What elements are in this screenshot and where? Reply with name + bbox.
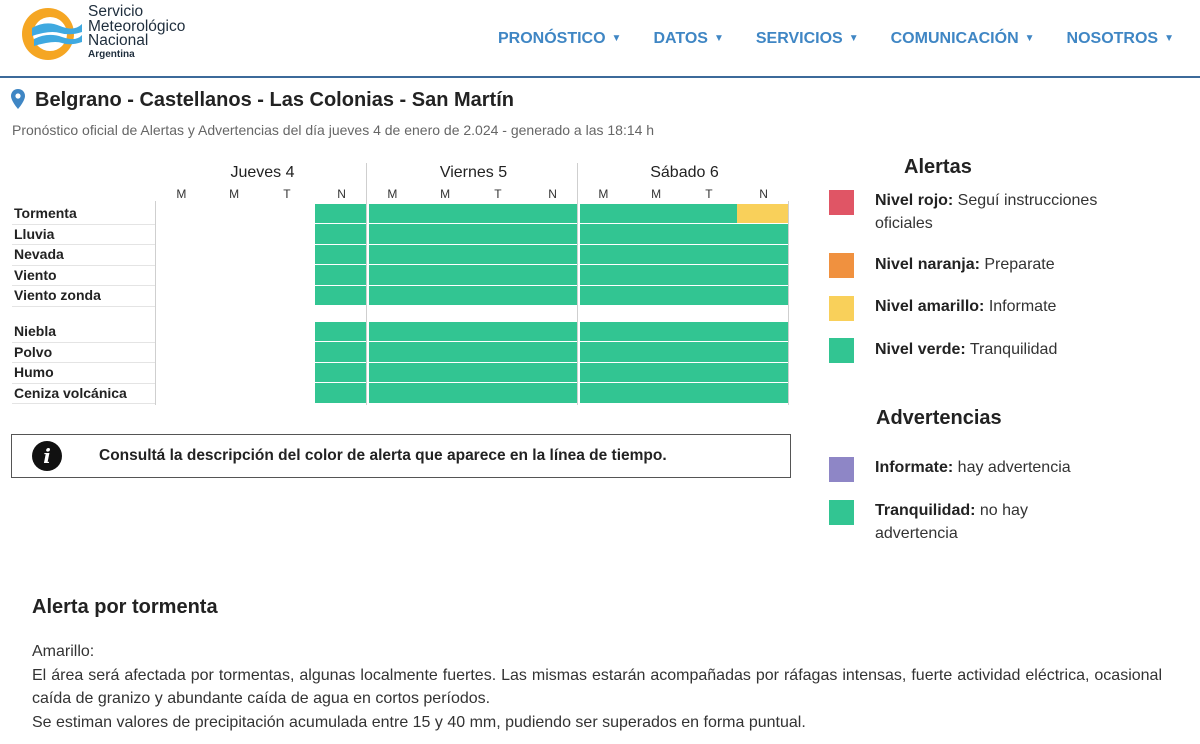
timeline-cell[interactable] <box>685 322 738 342</box>
timeline-cell[interactable] <box>737 286 787 306</box>
site-header <box>0 0 1200 78</box>
nav-servicios[interactable] <box>756 30 859 48</box>
day-separator <box>155 201 156 405</box>
timeline-cell[interactable] <box>474 342 527 362</box>
nav-pronostico[interactable] <box>498 30 621 48</box>
caret-down-icon: ▼ <box>713 33 724 44</box>
timeline-cell[interactable] <box>369 322 421 342</box>
legend-bold: Nivel rojo: <box>875 192 954 209</box>
legend-desc: Tranquilidad <box>965 341 1058 358</box>
timeline-row-label: Viento zonda <box>14 287 101 304</box>
timeline-cell[interactable] <box>474 204 527 224</box>
timeline-cell[interactable] <box>737 204 787 224</box>
row-divider <box>12 403 155 404</box>
timeline-cell[interactable] <box>580 363 632 383</box>
day-separator <box>366 163 367 405</box>
timeline-cell[interactable] <box>315 224 365 244</box>
timeline-cell[interactable] <box>632 342 685 362</box>
timeline-cell[interactable] <box>369 245 421 265</box>
alert-detail-body <box>32 640 1162 734</box>
timeline-cell[interactable] <box>369 363 421 383</box>
caret-down-icon: ▼ <box>1024 33 1035 44</box>
timeline-cell[interactable] <box>369 224 421 244</box>
row-divider <box>12 285 155 286</box>
timeline-cell[interactable] <box>580 383 632 403</box>
timeline-cell[interactable] <box>421 245 474 265</box>
caret-down-icon: ▼ <box>611 33 622 44</box>
timeline-cell[interactable] <box>421 363 474 383</box>
timeline-cell[interactable] <box>315 286 365 306</box>
brand-line: Meteorológico <box>88 17 186 35</box>
slot-label: T <box>283 187 291 201</box>
slot-label: M <box>598 187 609 201</box>
row-divider <box>12 362 155 363</box>
timeline-cell[interactable] <box>369 265 421 285</box>
timeline-cell[interactable] <box>369 286 421 306</box>
caret-down-icon: ▼ <box>848 33 859 44</box>
nav-label: PRONÓSTICO <box>497 30 606 47</box>
timeline-cell[interactable] <box>421 204 474 224</box>
legend-swatch-rojo <box>829 190 854 215</box>
legend-swatch-tranquilidad <box>829 500 854 525</box>
forecast-subtitle: Pronóstico oficial de Alertas y Advertencias del día jueves 4 de enero de 2.024 - generado a las 18:14 h <box>12 122 655 138</box>
legend-item-rojo <box>875 189 1105 235</box>
slot-label: N <box>337 187 346 201</box>
location-title: Belgrano - Castellanos - Las Colonias - San Martín <box>35 89 514 111</box>
timeline-cell[interactable] <box>315 265 365 285</box>
timeline-cell[interactable] <box>632 245 685 265</box>
timeline-cell[interactable] <box>580 322 632 342</box>
timeline-cell[interactable] <box>474 245 527 265</box>
brand-name[interactable] <box>88 5 185 61</box>
timeline-cell[interactable] <box>737 383 787 403</box>
timeline-cell[interactable] <box>421 322 474 342</box>
legend-swatch-verde <box>829 338 854 363</box>
day-label: Jueves 4 <box>230 164 295 181</box>
row-divider <box>12 383 155 384</box>
timeline-cell[interactable] <box>632 286 685 306</box>
timeline-cell[interactable] <box>421 265 474 285</box>
legend-desc: Preparate <box>979 256 1055 273</box>
timeline-cell[interactable] <box>526 265 576 285</box>
timeline-cell[interactable] <box>632 383 685 403</box>
timeline-cell[interactable] <box>474 224 527 244</box>
timeline-cell[interactable] <box>421 224 474 244</box>
nav-nosotros[interactable] <box>1067 30 1174 48</box>
nav-label: NOSOTROS <box>1066 30 1159 47</box>
timeline-cell[interactable] <box>526 322 576 342</box>
brand-country: Argentina <box>88 48 135 60</box>
legend-bold: Nivel amarillo: <box>875 298 985 315</box>
timeline-row-label: Humo <box>14 364 54 381</box>
timeline-cell[interactable] <box>526 224 576 244</box>
timeline-cell[interactable] <box>632 363 685 383</box>
timeline-cell[interactable] <box>737 322 787 342</box>
timeline-cell[interactable] <box>315 204 365 224</box>
brand-line: Nacional <box>88 32 149 49</box>
timeline-cell[interactable] <box>369 204 421 224</box>
timeline-cell[interactable] <box>474 363 527 383</box>
timeline-row-label: Nevada <box>14 246 64 263</box>
timeline-cell[interactable] <box>685 363 738 383</box>
nav-label: COMUNICACIÓN <box>890 30 1019 47</box>
legend-bold: Tranquilidad: <box>875 502 976 519</box>
timeline-cell[interactable] <box>580 204 632 224</box>
timeline-row-label: Niebla <box>14 323 57 339</box>
timeline-cell[interactable] <box>632 265 685 285</box>
slot-label: M <box>176 187 187 201</box>
timeline-cell[interactable] <box>580 286 632 306</box>
timeline-row-label: Lluvia <box>14 225 55 242</box>
alert-precipitation: Se estiman valores de precipitación acumulada entre 15 y 40 mm, pudiendo ser superados en forma puntual. <box>32 713 806 731</box>
slot-label: N <box>759 187 768 201</box>
timeline-cell[interactable] <box>474 265 527 285</box>
timeline-cell[interactable] <box>685 383 738 403</box>
slot-label: M <box>229 187 240 201</box>
timeline-row-label: Polvo <box>14 343 53 360</box>
timeline-cell[interactable] <box>737 224 787 244</box>
legend-item-amarillo <box>875 295 1105 318</box>
timeline-cell[interactable] <box>526 383 576 403</box>
slot-label: M <box>440 187 451 201</box>
legend-desc: Informate <box>984 298 1057 315</box>
timeline-cell[interactable] <box>474 286 527 306</box>
timeline-row-label: Ceniza volcánica <box>14 384 127 401</box>
legend-item-verde <box>875 338 1105 361</box>
day-label: Sábado 6 <box>650 164 719 181</box>
timeline-cell[interactable] <box>737 342 787 362</box>
legend-bold: Informate: <box>875 459 954 476</box>
timeline-cell[interactable] <box>474 322 527 342</box>
alerts-legend-title: Alertas <box>904 156 972 178</box>
alert-timeline <box>12 163 792 408</box>
nav-datos[interactable] <box>653 30 723 48</box>
slot-label: M <box>387 187 398 201</box>
timeline-cell[interactable] <box>737 245 787 265</box>
timeline-cell[interactable] <box>421 286 474 306</box>
timeline-cell[interactable] <box>685 265 738 285</box>
timeline-cell[interactable] <box>737 265 787 285</box>
timeline-cell[interactable] <box>685 245 738 265</box>
row-divider <box>12 224 155 225</box>
warnings-legend-title: Advertencias <box>876 407 1002 429</box>
timeline-cell[interactable] <box>421 342 474 362</box>
timeline-cell[interactable] <box>580 224 632 244</box>
timeline-cell[interactable] <box>315 322 365 342</box>
info-icon: i <box>32 441 62 471</box>
timeline-cell[interactable] <box>580 265 632 285</box>
timeline-cell[interactable] <box>369 342 421 362</box>
timeline-cell[interactable] <box>474 383 527 403</box>
timeline-cell[interactable] <box>315 245 365 265</box>
timeline-cell[interactable] <box>580 342 632 362</box>
timeline-cell[interactable] <box>526 363 576 383</box>
row-divider <box>12 265 155 266</box>
timeline-cell[interactable] <box>315 342 365 362</box>
timeline-cell[interactable] <box>526 342 576 362</box>
legend-swatch-naranja <box>829 253 854 278</box>
slot-label: T <box>494 187 502 201</box>
legend-item-naranja <box>875 253 1105 276</box>
timeline-row-label: Viento <box>14 266 57 283</box>
brand-line: Servicio <box>88 3 144 20</box>
timeline-cell[interactable] <box>685 204 738 224</box>
alert-level: Amarillo: <box>32 643 95 660</box>
alert-detail-title: Alerta por tormenta <box>32 596 218 618</box>
legend-item-informate <box>875 456 1105 479</box>
smn-logo-icon[interactable] <box>20 6 84 62</box>
timeline-cell[interactable] <box>580 245 632 265</box>
timeline-cell[interactable] <box>632 224 685 244</box>
day-separator <box>577 163 578 405</box>
main-nav <box>466 30 1174 48</box>
map-pin-icon <box>11 89 25 109</box>
timeline-cell[interactable] <box>632 204 685 224</box>
timeline-cell[interactable] <box>526 286 576 306</box>
info-text: Consultá la descripción del color de alerta que aparece en la línea de tiempo. <box>99 447 667 464</box>
alert-description: El área será afectada por tormentas, algunas localmente fuertes. Las mismas estarán acompañadas por ráfagas intensas, fuerte actividad eléctrica, ocasional caída de granizo y abundante caída de agua en cortos períodos. <box>32 666 1162 707</box>
caret-down-icon: ▼ <box>1164 33 1174 44</box>
timeline-cell[interactable] <box>315 383 365 403</box>
timeline-cell[interactable] <box>685 342 738 362</box>
legend-swatch-informate <box>829 457 854 482</box>
timeline-cell[interactable] <box>685 224 738 244</box>
nav-label: DATOS <box>653 30 708 47</box>
slot-label: T <box>705 187 713 201</box>
info-box <box>11 434 791 478</box>
legend-bold: Nivel verde: <box>875 341 966 358</box>
timeline-cell[interactable] <box>526 204 576 224</box>
timeline-cell[interactable] <box>685 286 738 306</box>
slot-label: M <box>651 187 662 201</box>
nav-label: SERVICIOS <box>755 30 843 47</box>
timeline-cell[interactable] <box>315 363 365 383</box>
legend-desc: no hay advertencia <box>875 502 1028 542</box>
timeline-cell[interactable] <box>421 383 474 403</box>
row-divider <box>12 306 155 307</box>
timeline-cell[interactable] <box>632 322 685 342</box>
timeline-cell[interactable] <box>369 383 421 403</box>
legend-swatch-amarillo <box>829 296 854 321</box>
legend-item-tranquilidad <box>875 499 1075 545</box>
timeline-cell[interactable] <box>737 363 787 383</box>
row-divider <box>12 342 155 343</box>
timeline-cell[interactable] <box>526 245 576 265</box>
slot-label: N <box>548 187 557 201</box>
day-label: Viernes 5 <box>439 164 508 181</box>
day-separator <box>788 201 789 405</box>
legend-desc: hay advertencia <box>953 459 1071 476</box>
nav-comunicacion[interactable] <box>891 30 1035 48</box>
legend-desc: Seguí instrucciones oficiales <box>875 192 1098 232</box>
timeline-row-label: Tormenta <box>14 205 77 221</box>
legend-bold: Nivel naranja: <box>875 256 980 273</box>
row-divider <box>12 244 155 245</box>
